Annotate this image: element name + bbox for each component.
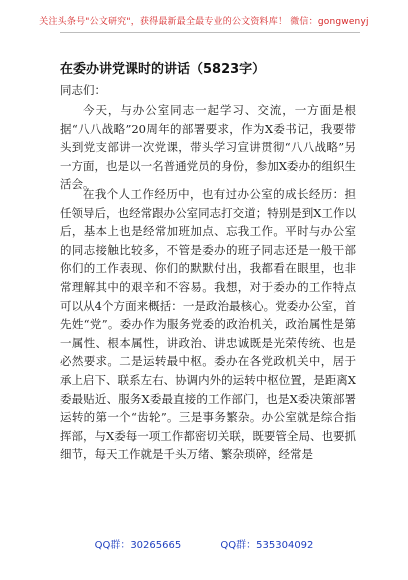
footer-qq-group-2: QQ群：535304092 [220, 540, 314, 551]
header-divider [60, 32, 360, 33]
footer-qq-group-1: QQ群：30265665 [94, 540, 182, 551]
body-paragraph-1: 今天，与办公室同志一起学习、交流，一方面是根据“八八战略”20周年的部署要求，作为X委书记，我要带头到党支部讲一次党课，带头学习宣讲贯彻“八八战略”另一方面，也是以一名普通党员的身份，参加X委办的组织生活会。 [60, 103, 356, 192]
footer [0, 536, 408, 551]
body-paragraph-2: 在我个人工作经历中，也有过办公室的成长经历：担任领导后，也经常跟办公室同志打交道；特别是到X工作以后，基本上也是经常加班加点、忘我工作。平时与办公室的同志接触比较多，不管是委办的班子同志还是一般干部你们的工作表现、你们的默默付出，我都看在眼里，也非常理解其中的艰辛和不容易。我想，对于委办的工作特点可以从4个方面来概括：一是政治最核心。党委办公室，首先姓“党”。委办作为服务党委的政治机关，政治属性是第一属性、根本属性，讲政治、讲忠诚既是光荣传统、也是必然要求。二是运转最中枢。委办在各党政机关中，居于承上启下、联系左右、协调内外的运转中枢位置，是距离X委最贴近、服务X委最直接的工作部门，也是X委决策部署运转的第一个“齿轮”。三是事务繁杂。办公室就是综合指挥部，与X委每一项工作都密切关联，既要管全局、也要抓细节，每天工作就是千头万绪、繁杂琐碎，经常是 [60, 187, 356, 462]
header-banner: 关注头条号"公文研究"，获得最新最全最专业的公文资料库！ 微信：gongwenyj [39, 17, 369, 27]
salutation: 同志们： [60, 83, 106, 97]
document-title: 在委办讲党课时的讲话（5823字） [60, 62, 266, 77]
